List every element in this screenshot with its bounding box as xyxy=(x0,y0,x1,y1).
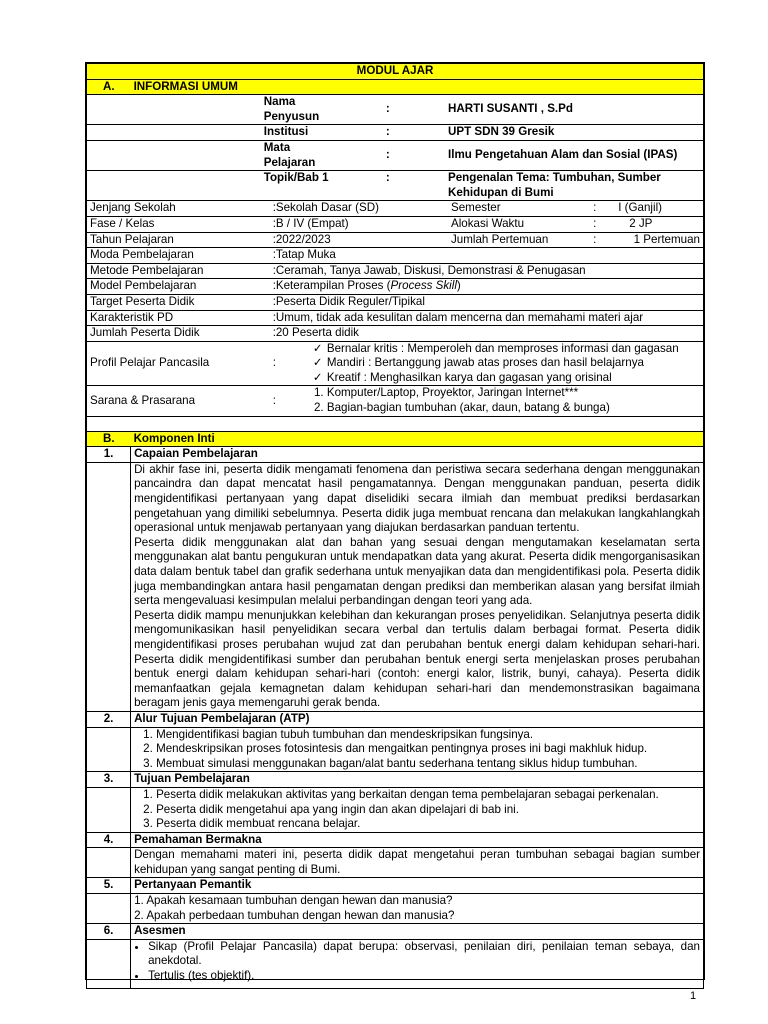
detail-colon: : xyxy=(261,279,331,295)
title-row xyxy=(87,64,704,80)
identity-value: Pengenalan Tema: Tumbuhan, Sumber Kehidupan di Bumi xyxy=(448,171,704,201)
component-body-row xyxy=(87,939,704,988)
detail-value: 20 Peserta didik xyxy=(331,326,704,342)
profil-item: ✓ Kreatif : Menghasilkan karya dan gagasan yang orisinal xyxy=(327,371,700,386)
component-heading: Pertanyaan Pemantik xyxy=(131,878,704,894)
paragraph: Di akhir fase ini, peserta didik mengamati fenomena dan peristiwa secara sederhana dengan menggunakan pancaindra dan dapat mencatat hasil pengamatannya. Dengan menggunakan panduan, peserta didik mengidentifikasi pertanyaan yang dapat diselidiki secara ilmiah dan membuat prediksi berdasarkan pengetahuan yang dimiliki sebelumnya. Peserta didik juga membuat rencana dan melakukan langkahlangkah operasional untuk menjawab pertanyaan yang diajukan berdasarkan panduan tertentu. xyxy=(134,462,700,535)
component-heading-row xyxy=(87,924,704,940)
detail-value: Sekolah Dasar (SD) xyxy=(331,201,448,217)
component-body-row xyxy=(87,727,704,772)
detail-colon: : xyxy=(575,232,615,248)
section-b-heading: Komponen Inti xyxy=(131,431,704,447)
detail-row xyxy=(87,248,704,264)
detail-colon: : xyxy=(261,326,331,342)
section-b-row xyxy=(87,431,704,447)
detail-colon: : xyxy=(575,216,615,232)
identity-label: Institusi xyxy=(261,125,348,141)
identity-row xyxy=(87,140,704,170)
detail-label-2: Semester xyxy=(448,201,575,217)
detail-label-2: Alokasi Waktu xyxy=(448,216,575,232)
detail-colon: : xyxy=(261,341,331,386)
component-number: 1. xyxy=(87,447,131,463)
component-heading-row xyxy=(87,878,704,894)
section-b-letter: B. xyxy=(87,431,131,447)
detail-colon: : xyxy=(261,386,331,416)
identity-colon: : xyxy=(348,140,448,170)
modul-table xyxy=(86,63,704,989)
detail-label: Tahun Pelajaran xyxy=(87,232,261,248)
page-number: 1 xyxy=(690,990,697,1002)
detail-label: Fase / Kelas xyxy=(87,216,261,232)
profil-list xyxy=(326,341,704,386)
detail-row xyxy=(87,201,704,217)
identity-label: Mata Pelajaran xyxy=(261,140,348,170)
identity-value: HARTI SUSANTI , S.Pd xyxy=(448,95,704,125)
detail-row xyxy=(87,263,704,279)
detail-value-2: 1 Pertemuan xyxy=(615,232,703,248)
paragraph: Peserta didik menggunakan alat dan bahan yang sesuai dengan mengutamakan keselamatan serta menggunakan alat bantu pengukuran untuk mendapatkan data yang akurat. Peserta didik mengorganisasikan data dalam bentuk tabel dan grafik sederhana untuk menyajikan data dan mengidentifikasi pola. Peserta didik juga membandingkan antara hasil pengamatan dengan prediksi dan memberikan alasan yang bersifat ilmiah serta mengevaluasi kesimpulan melalui perbandingan dengan teori yang ada. xyxy=(134,535,700,608)
asesmen-item: • Sikap (Profil Pelajar Pancasila) dapat berupa: observasi, penilaian diri, penilaian teman sebaya, dan anekdotal. xyxy=(148,940,700,969)
identity-value: Ilmu Pengetahuan Alam dan Sosial (IPAS) xyxy=(448,140,704,170)
detail-label: Metode Pembelajaran xyxy=(87,263,261,279)
detail-row xyxy=(87,216,704,232)
detail-label: Profil Pelajar Pancasila xyxy=(87,341,261,386)
profil-item: ✓ Mandiri : Bertanggung jawab atas proses dan hasil belajarnya xyxy=(327,356,700,371)
capaian-text xyxy=(131,462,704,711)
detail-value: B / IV (Empat) xyxy=(331,216,448,232)
detail-colon: : xyxy=(261,310,331,326)
detail-label: Moda Pembelajaran xyxy=(87,248,261,264)
page-title: MODUL AJAR xyxy=(87,64,704,80)
identity-label: Topik/Bab 1 xyxy=(261,171,348,201)
component-heading: Alur Tujuan Pembelajaran (ATP) xyxy=(131,711,704,727)
tujuan-item: 2. Peserta didik mengetahui apa yang ingin dan akan dipelajari di bab ini. xyxy=(156,803,700,818)
tujuan-item: 3. Peserta didik membuat rencana belajar. xyxy=(156,817,700,832)
atp-item: 2. Mendeskripsikan proses fotosintesis dan mengaitkan pentingnya proses ini bagi makhluk hidup. xyxy=(156,742,700,757)
component-heading-row xyxy=(87,447,704,463)
atp-item: 3. Membuat simulasi menggunakan bagan/alat bantu sederhana tentang siklus hidup tumbuhan. xyxy=(156,757,700,772)
identity-colon: : xyxy=(348,95,448,125)
profil-item: ✓ Bernalar kritis : Memperoleh dan memproses informasi dan gagasan xyxy=(327,342,700,357)
section-a-letter: A. xyxy=(87,79,131,95)
asesmen-item: • Tertulis (tes objektif). xyxy=(148,969,700,984)
detail-value-2: 2 JP xyxy=(615,216,703,232)
identity-row xyxy=(87,125,704,141)
identity-colon: : xyxy=(348,125,448,141)
tujuan-item: 1. Peserta didik melakukan aktivitas yang berkaitan dengan tema pembelajaran sebagai perkenalan. xyxy=(156,788,700,803)
component-body-row xyxy=(87,848,704,878)
component-number: 4. xyxy=(87,832,131,848)
detail-row xyxy=(87,232,704,248)
identity-row xyxy=(87,95,704,125)
detail-row xyxy=(87,326,704,342)
detail-row xyxy=(87,386,704,416)
detail-label: Jumlah Peserta Didik xyxy=(87,326,261,342)
detail-row xyxy=(87,341,704,386)
detail-value: Umum, tidak ada kesulitan dalam mencerna dan memahami materi ajar xyxy=(331,310,704,326)
identity-value: UPT SDN 39 Gresik xyxy=(448,125,704,141)
detail-label: Karakteristik PD xyxy=(87,310,261,326)
section-a-row xyxy=(87,79,704,95)
identity-label: Nama Penyusun xyxy=(261,95,348,125)
question-item: 2. Apakah perbedaan tumbuhan dengan hewan dan manusia? xyxy=(134,908,455,922)
pertanyaan-list xyxy=(131,894,704,924)
detail-value-2: I (Ganjil) xyxy=(615,201,703,217)
atp-list xyxy=(131,727,704,772)
component-number: 3. xyxy=(87,772,131,788)
component-heading: Pemahaman Bermakna xyxy=(131,832,704,848)
component-heading: Asesmen xyxy=(131,924,704,940)
detail-value: Peserta Didik Reguler/Tipikal xyxy=(331,294,704,310)
detail-colon: : xyxy=(261,263,331,279)
document-sheet xyxy=(85,62,705,983)
detail-label: Sarana & Prasarana xyxy=(87,386,261,416)
detail-row xyxy=(87,310,704,326)
component-body-row xyxy=(87,787,704,832)
detail-row xyxy=(87,279,704,295)
detail-colon: : xyxy=(261,294,331,310)
component-body-row xyxy=(87,894,704,924)
tujuan-list xyxy=(131,787,704,832)
detail-label: Jenjang Sekolah xyxy=(87,201,261,217)
sarana-list xyxy=(326,386,704,416)
atp-item: 1. Mengidentifikasi bagian tubuh tumbuhan dan mendeskripsikan fungsinya. xyxy=(156,728,700,743)
detail-label-2: Jumlah Pertemuan xyxy=(448,232,575,248)
detail-colon: : xyxy=(261,232,331,248)
detail-colon: : xyxy=(261,216,331,232)
question-item: 1. Apakah kesamaan tumbuhan dengan hewan dan manusia? xyxy=(134,894,453,908)
sarana-item: 2. Bagian-bagian tumbuhan (akar, daun, batang & bunga) xyxy=(327,401,700,416)
component-heading-row xyxy=(87,832,704,848)
detail-colon: : xyxy=(261,201,331,217)
detail-value: Keterampilan Proses (Process Skill) xyxy=(331,279,704,295)
detail-row xyxy=(87,294,704,310)
detail-label: Target Peserta Didik xyxy=(87,294,261,310)
component-number: 5. xyxy=(87,878,131,894)
component-number: 2. xyxy=(87,711,131,727)
identity-row xyxy=(87,171,704,201)
identity-colon: : xyxy=(348,171,448,201)
detail-value: Tatap Muka xyxy=(331,248,704,264)
spacer-row xyxy=(87,416,704,431)
section-a-heading: INFORMASI UMUM xyxy=(131,79,704,95)
detail-value: Ceramah, Tanya Jawab, Diskusi, Demonstrasi & Penugasan xyxy=(331,263,704,279)
detail-label: Model Pembelajaran xyxy=(87,279,261,295)
component-heading: Capaian Pembelajaran xyxy=(131,447,704,463)
detail-colon: : xyxy=(575,201,615,217)
asesmen-list xyxy=(131,939,704,988)
component-heading: Tujuan Pembelajaran xyxy=(131,772,704,788)
component-heading-row xyxy=(87,772,704,788)
component-heading-row xyxy=(87,711,704,727)
pemahaman-text: Dengan memahami materi ini, peserta didik dapat mengetahui peran tumbuhan sebagai bagian sumber kehidupan yang sangat penting di Bumi. xyxy=(131,848,704,878)
sarana-item: 1. Komputer/Laptop, Proyektor, Jaringan Internet*** xyxy=(327,386,700,401)
component-body-row xyxy=(87,462,704,711)
detail-value: 2022/2023 xyxy=(331,232,448,248)
detail-colon: : xyxy=(261,248,331,264)
component-number: 6. xyxy=(87,924,131,940)
paragraph: Peserta didik mampu menunjukkan kelebihan dan kekurangan proses penyelidikan. Selanjutnya peserta didik mengomunikasikan hasil penyelidikan secara verbal dan tertulis dalam berbagai format. Peserta didik mengidentifikasi proses perubahan wujud zat dan perubahan bentuk energi dalam kehidupan sehari-hari. Peserta didik mengidentifikasi sumber dan perubahan bentuk energi serta menjelaskan proses perubahan bentuk energi dalam kehidupan sehari-hari (contoh: energi kalor, listrik, bunyi, cahaya). Peserta didik memanfaatkan gejala kemagnetan dalam kehidupan sehari-hari dan mendemonstrasikan bagaimana beragam jenis gaya memengaruhi gerak benda. xyxy=(134,608,700,710)
